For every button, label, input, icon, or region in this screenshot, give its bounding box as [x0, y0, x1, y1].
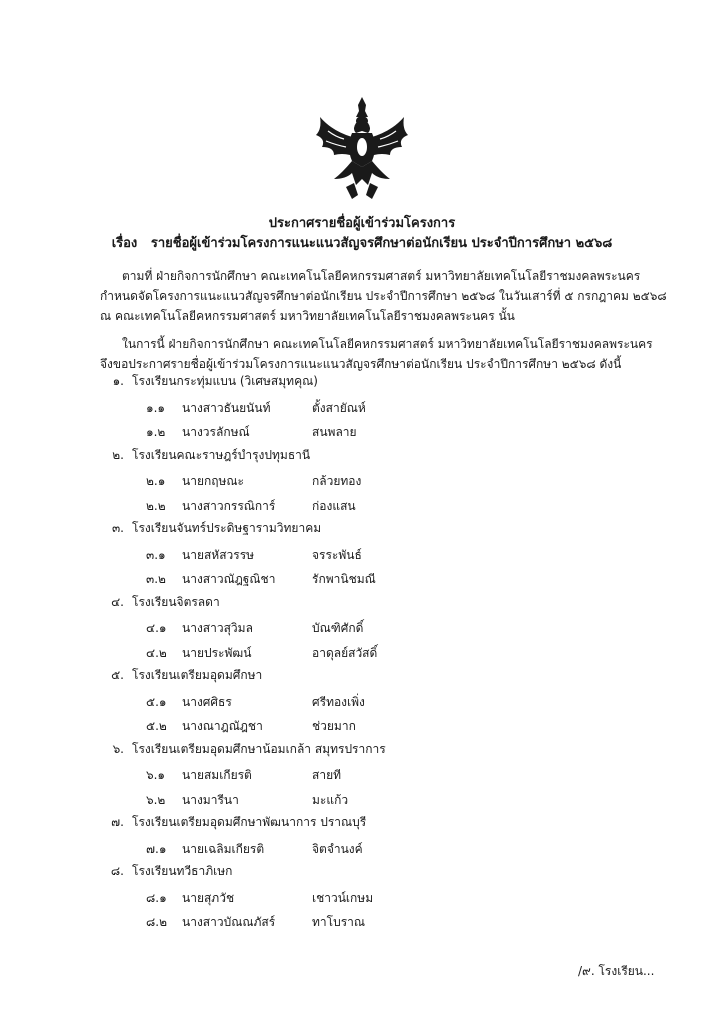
paragraph-line: จึงขอประกาศรายชื่อผู้เข้าร่วมโครงการแนะแนวสัญจรศึกษาต่อนักเรียน ประจำปีการศึกษา ๒๕๖๘ ดังนี้ — [100, 357, 622, 371]
participant-surname: ตั้งสายัณห์ — [312, 400, 366, 415]
school-heading — [100, 813, 366, 832]
participant-surname: อาดุลย์สวัสดิ์ — [312, 645, 378, 660]
participant-number: ๓.๑ — [146, 547, 166, 562]
school-name: โรงเรียนจิตรลดา — [132, 594, 220, 609]
school-heading — [100, 666, 262, 685]
paragraph-line: กำหนดจัดโครงการแนะแนวสัญจรศึกษาต่อนักเรียน ประจำปีการศึกษา ๒๕๖๘ ในวันเสาร์ที่ ๕ กรกฎาคม ๒๕๖๘ — [100, 289, 667, 303]
school-heading — [100, 372, 318, 391]
participant-number: ๘.๑ — [146, 890, 167, 905]
school-heading — [100, 862, 232, 881]
announcement-title: ประกาศรายชื่อผู้เข้าร่วมโครงการ — [268, 216, 456, 231]
participant-number: ๕.๑ — [146, 694, 167, 709]
participant-name: นายเฉลิมเกียรติ — [182, 841, 265, 856]
participant-surname: เชาวน์เกษม — [312, 890, 374, 905]
participant-surname: ก่องแสน — [312, 498, 356, 513]
participant-surname: กล้วยทอง — [312, 474, 362, 488]
participant-number: ๗.๑ — [146, 841, 167, 856]
school-name: โรงเรียนเตรียมอุดมศึกษา — [132, 668, 263, 682]
paragraph-line: ณ คณะเทคโนโลยีคหกรรมศาสตร์ มหาวิทยาลัยเทคโนโลยีราชมงคลพระนคร นั้น — [100, 309, 515, 323]
participant-number: ๖.๑ — [146, 768, 166, 782]
school-number: ๕. — [111, 668, 124, 682]
school-number: ๖. — [112, 741, 124, 756]
participant-surname: บัณฑิศักดิ์ — [312, 621, 364, 635]
participant-surname: สนพลาย — [312, 425, 357, 439]
participant-surname: สายที — [312, 768, 342, 782]
participant-name: นางสาวธันยนันท์ — [182, 400, 271, 415]
school-number: ๒. — [112, 447, 124, 462]
school-name: โรงเรียนเตรียมอุดมศึกษาพัฒนาการ ปราณบุรี — [132, 815, 367, 829]
subject-label: เรื่อง — [111, 236, 138, 251]
school-heading — [100, 740, 386, 759]
participant-number: ๕.๒ — [146, 719, 167, 733]
participant-surname: ศรีทองเพิ่ง — [312, 694, 365, 709]
paragraph-announce — [100, 334, 700, 374]
participant-name: นางมารีนา — [182, 792, 239, 807]
participant-number: ๘.๒ — [146, 915, 167, 929]
participant-number: ๖.๒ — [146, 792, 166, 807]
paragraph-line: ในการนี้ ฝ่ายกิจการนักศึกษา คณะเทคโนโลยีคหกรรมศาสตร์ มหาวิทยาลัยเทคโนโลยีราชมงคลพระนคร — [122, 337, 653, 351]
school-name: โรงเรียนทวีธาภิเษก — [132, 864, 233, 878]
paragraph-line: ตามที่ ฝ่ายกิจการนักศึกษา คณะเทคโนโลยีคหกรรมศาสตร์ มหาวิทยาลัยเทคโนโลยีราชมงคลพระนคร — [122, 269, 641, 283]
participant-name: นายสหัสวรรษ — [182, 547, 255, 562]
continuation-note: /๙. โรงเรียน... — [578, 964, 655, 978]
participant-surname: ทาโบราณ — [312, 915, 366, 929]
participant-name: นายกฤษณะ — [182, 474, 244, 488]
participant-surname: จิตจำนงค์ — [312, 841, 363, 856]
participant-name: นายสุภวัช — [182, 890, 235, 905]
participant-surname: ช่วยมาก — [312, 719, 356, 733]
school-name: โรงเรียนกระทุ่มแบน (วิเศษสมุทคุณ) — [132, 374, 318, 388]
garuda-emblem-icon — [312, 95, 412, 203]
participant-name: นายประพัฒน์ — [182, 645, 252, 660]
paragraph-intro — [100, 266, 700, 326]
participant-name: นางวรลักษณ์ — [182, 425, 250, 439]
participant-name: นางสาวณัฎฐณิชา — [182, 572, 276, 586]
participant-name: นางณาฎณัฎชา — [182, 719, 263, 733]
participant-number: ๑.๑ — [146, 400, 166, 415]
school-number: ๘. — [110, 864, 124, 878]
school-heading — [100, 446, 310, 465]
participant-surname: รักพานิชมณี — [312, 572, 376, 586]
school-name: โรงเรียนจันทร์ประดิษฐารามวิทยาคม — [132, 521, 322, 535]
participant-name: นางสาวกรรณิการ์ — [182, 498, 276, 513]
subject-text: รายชื่อผู้เข้าร่วมโครงการแนะแนวสัญจรศึกษาต่อนักเรียน ประจำปีการศึกษา ๒๕๖๘ — [150, 236, 613, 251]
participant-surname: จรระพันธ์ — [312, 547, 362, 562]
school-name: โรงเรียนคณะราษฎร์บำรุงปทุมธานี — [132, 447, 311, 462]
school-number: ๔. — [111, 594, 124, 609]
school-name: โรงเรียนเตรียมอุดมศึกษาน้อมเกล้า สมุทรปราการ — [132, 741, 386, 756]
announcement-subject — [0, 232, 724, 253]
participant-number: ๒.๑ — [146, 474, 166, 488]
participant-surname: มะแก้ว — [312, 792, 349, 807]
participant-number: ๔.๑ — [146, 621, 167, 635]
participant-name: นายสมเกียรติ — [182, 768, 252, 782]
school-number: ๗. — [111, 815, 124, 829]
participant-name: นางสาวสุวิมล — [182, 621, 253, 635]
participant-name: นางศศิธร — [182, 694, 232, 709]
school-number: ๑. — [112, 374, 124, 388]
school-heading — [100, 593, 220, 612]
school-number: ๓. — [111, 521, 124, 535]
school-heading — [100, 519, 321, 538]
participant-name: นางสาวบัณณภัสร์ — [182, 915, 276, 929]
participant-number: ๔.๒ — [146, 645, 167, 660]
participant-number: ๑.๒ — [146, 425, 166, 439]
participant-number: ๓.๒ — [146, 572, 166, 586]
participant-number: ๒.๒ — [146, 498, 166, 513]
